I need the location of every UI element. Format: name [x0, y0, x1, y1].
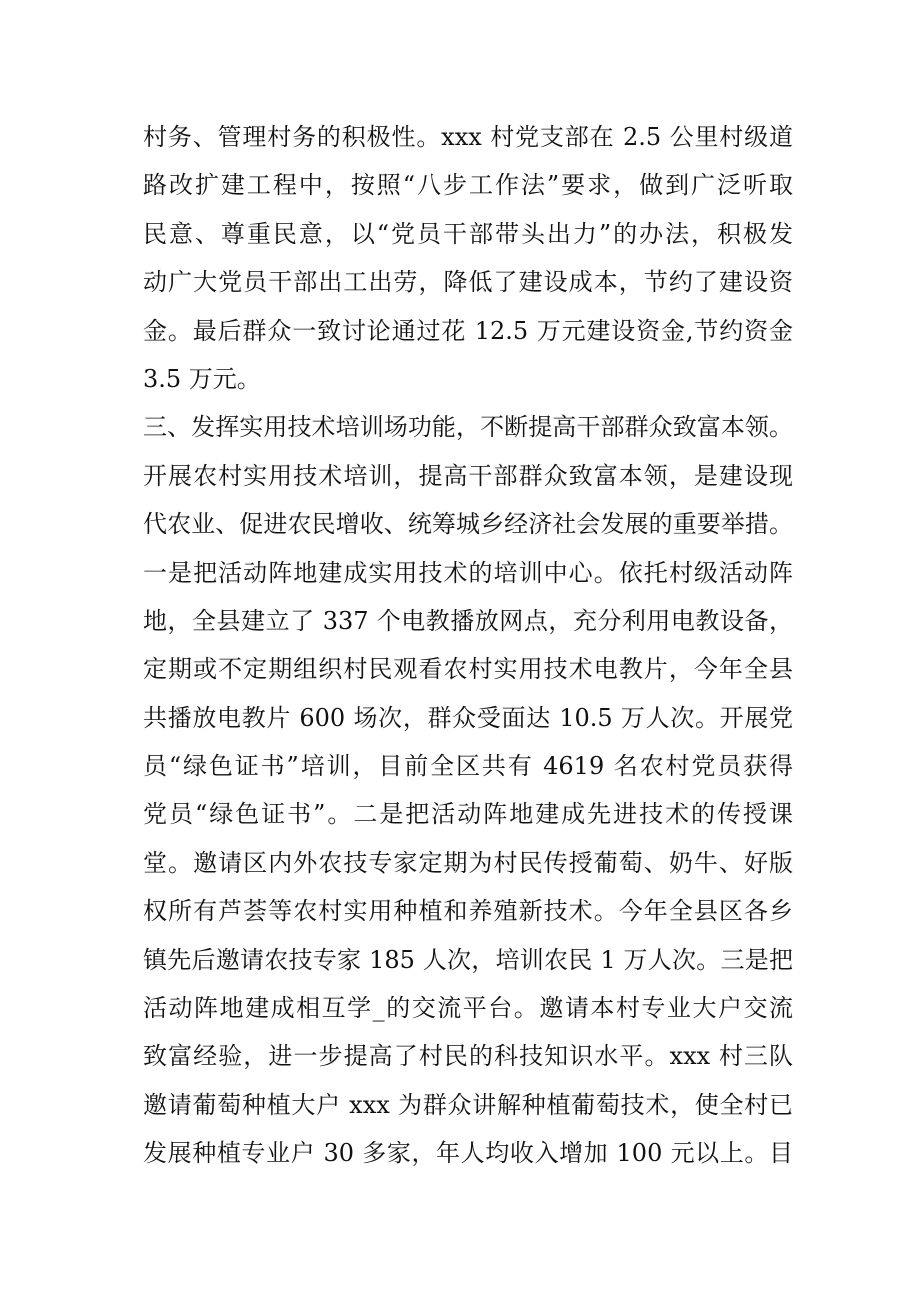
- text-line-16: 堂。邀请区内外农技专家定期为村民传授葡萄、奶牛、好版: [143, 848, 793, 877]
- text-line-10: 一是把活动阵地建成实用技术的培训中心。依托村级活动阵: [143, 558, 793, 587]
- text-line-20: 致富经验，进一步提高了村民的科技知识水平。xxx 村三队: [143, 1042, 793, 1071]
- text-line-18: 镇先后邀请农技专家 185 人次，培训农民 1 万人次。三是把: [143, 945, 793, 974]
- text-line-12: 定期或不定期组织村民观看农村实用技术电教片，今年全县: [143, 655, 793, 684]
- text-line-5: 金。最后群众一致讨论通过花 12.5 万元建设资金,节约资金: [143, 316, 793, 345]
- text-line-11: 地，全县建立了 337 个电教播放网点，充分利用电教设备，: [143, 606, 793, 635]
- text-line-3: 民意、尊重民意，以“党员干部带头出力”的办法，积极发: [143, 219, 793, 248]
- text-line-1: 村务、管理村务的积极性。xxx 村党支部在 2.5 公里村级道: [143, 123, 793, 151]
- text-line-17: 权所有芦荟等农村实用种植和养殖新技术。今年全县区各乡: [143, 897, 793, 926]
- text-line-19: 活动阵地建成相互学_的交流平台。邀请本村专业大户交流: [143, 994, 793, 1023]
- text-line-4: 动广大党员干部出工出劳，降低了建设成本，节约了建设资: [143, 268, 793, 297]
- text-line-13: 共播放电教片 600 场次，群众受面达 10.5 万人次。开展党: [143, 703, 793, 732]
- text-line-2: 路改扩建工程中，按照“八步工作法”要求，做到广泛听取: [143, 171, 793, 200]
- body-text: [143, 113, 793, 1178]
- text-line-6: 3.5 万元。: [143, 364, 261, 393]
- text-line-14: 员“绿色证书”培训，目前全区共有 4619 名农村党员获得: [143, 752, 793, 781]
- text-line-9: 代农业、促进农民增收、统筹城乡经济社会发展的重要举措。: [143, 510, 793, 539]
- text-line-15: 党员“绿色证书”。二是把活动阵地建成先进技术的传授课: [143, 800, 793, 829]
- text-line-22: 发展种植专业户 30 多家，年人均收入增加 100 元以上。目: [143, 1139, 793, 1168]
- section-heading: 三、发挥实用技术培训场功能，不断提高干部群众致富本领。: [143, 413, 793, 442]
- text-line-21: 邀请葡萄种植大户 xxx 为群众讲解种植葡萄技术，使全村已: [143, 1090, 793, 1119]
- text-line-8: 开展农村实用技术培训，提高干部群众致富本领，是建设现: [143, 461, 793, 490]
